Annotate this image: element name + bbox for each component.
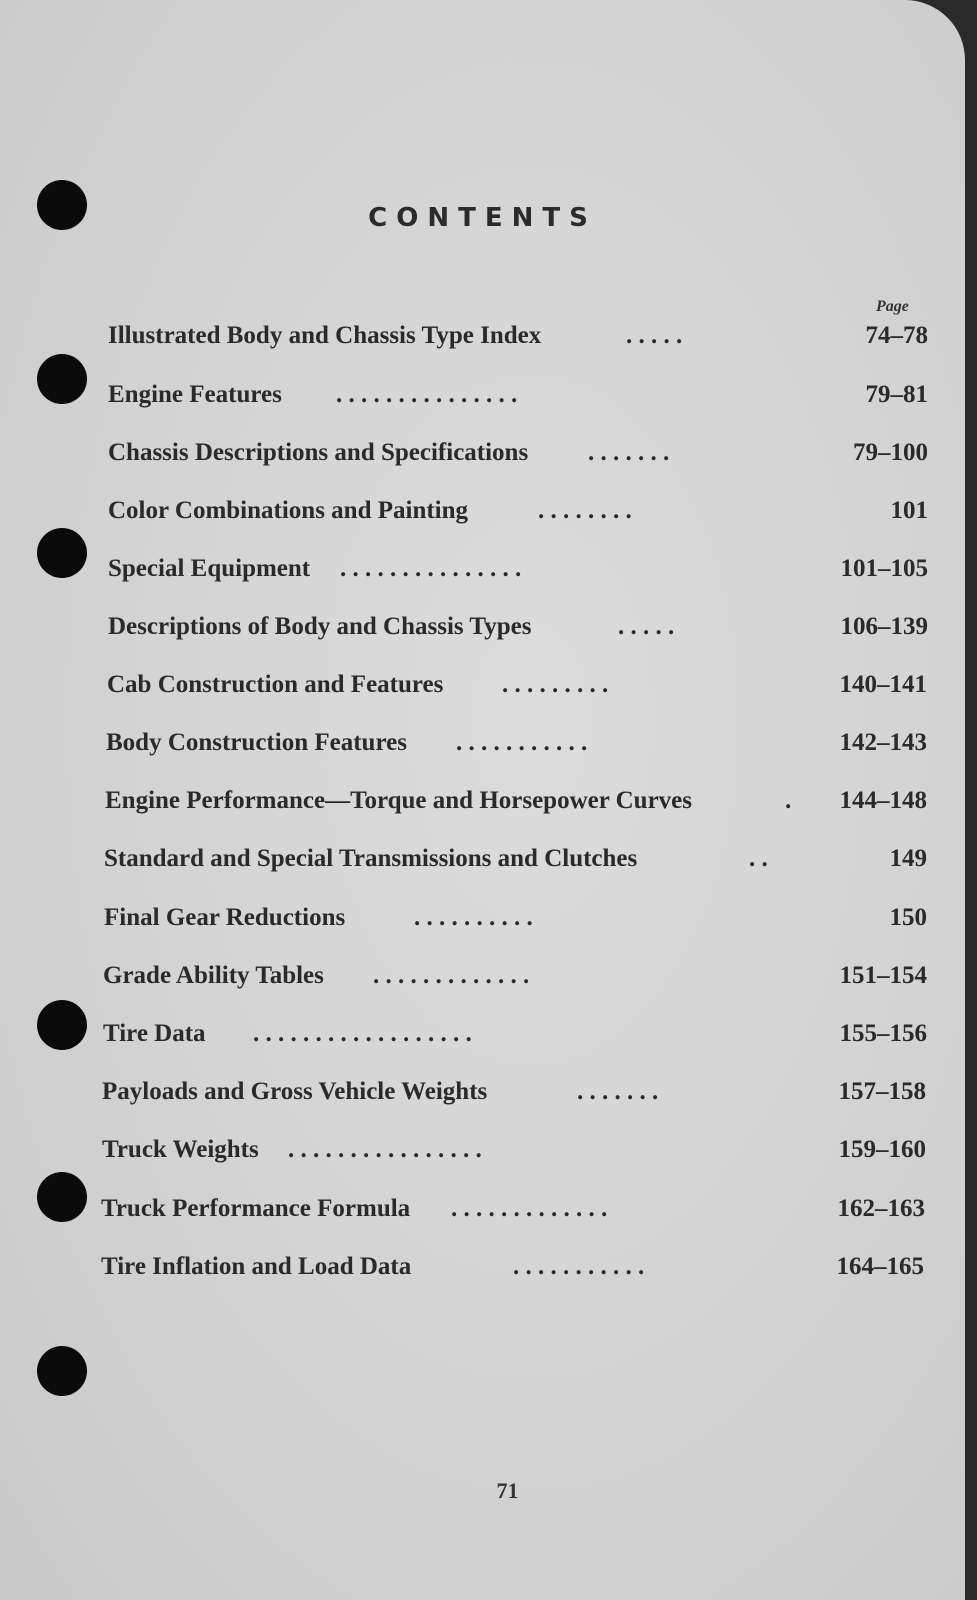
leader-dots: . [785, 787, 792, 814]
leader-dots: . . . . . . . . . . . [513, 1253, 645, 1280]
toc-entry-label: Descriptions of Body and Chassis Types [108, 613, 532, 640]
toc-entry-label: Tire Data [103, 1020, 206, 1047]
toc-entry-label: Chassis Descriptions and Specifications [108, 439, 529, 466]
toc-entry-label: Standard and Special Transmissions and Clutches [104, 845, 638, 872]
leader-dots: . . . . . . . [577, 1078, 659, 1105]
leader-dots: . . . . . . . . . . . . . . . . . . [253, 1020, 472, 1047]
toc-entry-label: Engine Performance—Torque and Horsepower Curves [105, 787, 693, 814]
page-title: CONTENTS [368, 203, 597, 233]
page-number: 71 [496, 1478, 519, 1503]
leader-dots: . . . . . . . . . . . . . . . [336, 381, 518, 408]
leader-dots: . . . . . [618, 613, 675, 640]
toc-entry-pages: 157–158 [838, 1078, 926, 1105]
binder-hole [37, 354, 87, 404]
toc-entry-pages: 74–78 [865, 322, 928, 349]
toc-entry-label: Color Combinations and Painting [108, 497, 469, 524]
leader-dots: . . . . . [626, 322, 683, 349]
binder-hole [37, 1172, 87, 1222]
toc-entry-pages: 164–165 [836, 1253, 924, 1280]
toc-entry-pages: 159–160 [838, 1136, 926, 1163]
leader-dots: . . . . . . . . . . . . . [451, 1195, 608, 1222]
leader-dots: . . . . . . . [588, 439, 670, 466]
page-column-header: Page [876, 298, 909, 315]
toc-entry-pages: 162–163 [837, 1195, 925, 1222]
toc-entry-pages: 79–81 [865, 381, 928, 408]
binder-hole [37, 528, 87, 578]
toc-entry-label: Body Construction Features [106, 729, 407, 756]
toc-entry-pages: 140–141 [839, 671, 927, 698]
toc-entry-pages: 101 [890, 497, 928, 524]
binder-hole [37, 1346, 87, 1396]
toc-entry-label: Engine Features [108, 381, 282, 408]
leader-dots: . . . . . . . . . . . . . . . . [288, 1136, 482, 1163]
toc-entry-label: Tire Inflation and Load Data [101, 1253, 412, 1280]
toc-entry-pages: 144–148 [839, 787, 927, 814]
toc-entry-pages: 101–105 [840, 555, 928, 582]
toc-entry-label: Payloads and Gross Vehicle Weights [102, 1078, 488, 1105]
toc-entry-label: Illustrated Body and Chassis Type Index [108, 322, 542, 349]
leader-dots: . . . . . . . . . . . . . . . [340, 555, 522, 582]
toc-entry-pages: 155–156 [839, 1020, 927, 1047]
toc-entry-pages: 142–143 [839, 729, 927, 756]
toc-entry-pages: 106–139 [840, 613, 928, 640]
leader-dots: . . . . . . . . [538, 497, 632, 524]
toc-entry-label: Truck Performance Formula [101, 1195, 411, 1222]
toc-entry-pages: 149 [889, 845, 927, 872]
binder-hole [37, 1000, 87, 1050]
toc-entry-label: Grade Ability Tables [103, 962, 324, 989]
toc-entry-label: Special Equipment [108, 555, 311, 582]
leader-dots: . . . . . . . . . [502, 671, 609, 698]
leader-dots: . . . . . . . . . . . . . [373, 962, 530, 989]
toc-entry-pages: 151–154 [839, 962, 927, 989]
leader-dots: . . [749, 845, 768, 872]
toc-entry-pages: 150 [889, 904, 927, 931]
leader-dots: . . . . . . . . . . [414, 904, 533, 931]
leader-dots: . . . . . . . . . . . [456, 729, 588, 756]
toc-entry-label: Truck Weights [102, 1136, 259, 1163]
toc-entry-pages: 79–100 [853, 439, 928, 466]
toc-entry-label: Cab Construction and Features [107, 671, 444, 698]
toc-entry-label: Final Gear Reductions [104, 904, 346, 931]
